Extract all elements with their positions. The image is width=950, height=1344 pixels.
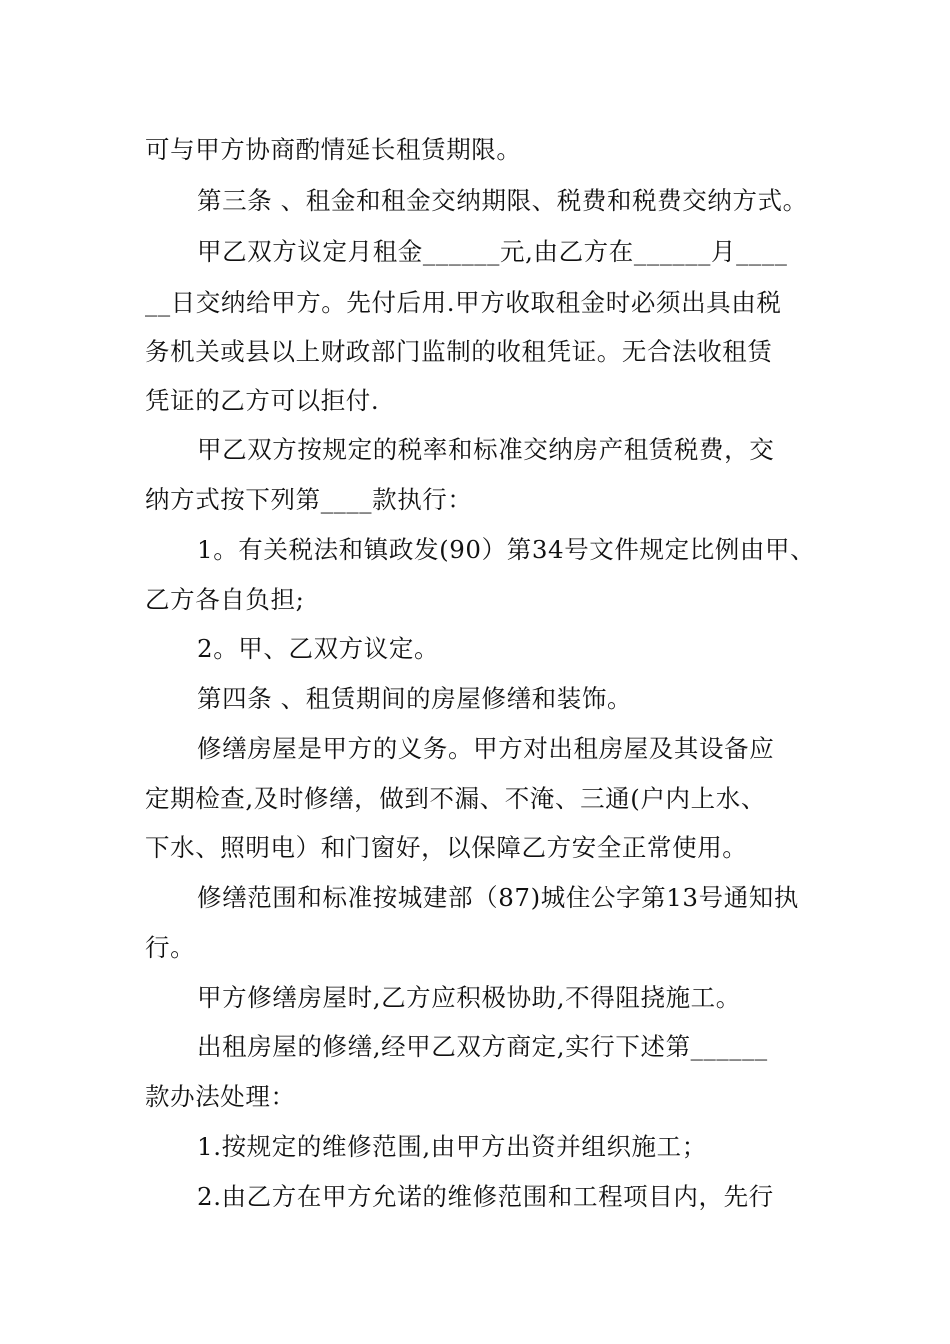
text-line: 1。有关税法和镇政发(90）第34号文件规定比例由甲、: [197, 535, 816, 564]
text-line: 定期检查,及时修缮，做到不漏、不淹、三通(户内上水、: [145, 784, 766, 813]
text-line: 可与甲方协商酌情延长租赁期限。: [145, 135, 522, 164]
text-line: 甲乙双方按规定的税率和标准交纳房产租赁税费，交: [197, 435, 775, 464]
text-line: 出租房屋的修缮,经甲乙双方商定,实行下述第______: [197, 1032, 768, 1061]
text-line: 凭证的乙方可以拒付.: [145, 386, 380, 415]
text-line: 纳方式按下列第____款执行：: [145, 485, 473, 514]
text-line: 修缮范围和标准按城建部（87)城住公字第13号通知执: [197, 883, 800, 912]
text-line: 乙方各自负担;: [145, 585, 305, 614]
text-line: 务机关或县以上财政部门监制的收租凭证。无合法收租赁: [145, 337, 773, 366]
text-line: 2.由乙方在甲方允诺的维修范围和工程项目内，先行: [197, 1182, 774, 1211]
text-line: 第三条 、租金和租金交纳期限、税费和税费交纳方式。: [197, 186, 808, 215]
text-line: 甲方修缮房屋时,乙方应积极协助,不得阻挠施工。: [197, 983, 741, 1012]
text-line: 行。: [145, 933, 196, 962]
text-line: 修缮房屋是甲方的义务。甲方对出租房屋及其设备应: [197, 734, 775, 763]
text-line: 甲乙双方议定月租金______元,由乙方在______月____: [197, 237, 788, 266]
text-line: __日交纳给甲方。先付后用.甲方收取租金时必须出具由税: [145, 288, 782, 317]
text-line: 第四条 、租赁期间的房屋修缮和装饰。: [197, 684, 633, 713]
text-line: 2。甲、乙双方议定。: [197, 634, 440, 663]
text-line: 款办法处理：: [145, 1082, 296, 1111]
text-line: 1.按规定的维修范围,由甲方出资并组织施工；: [197, 1132, 707, 1161]
text-line: 下水、照明电）和门窗好，以保障乙方安全正常使用。: [145, 833, 748, 862]
